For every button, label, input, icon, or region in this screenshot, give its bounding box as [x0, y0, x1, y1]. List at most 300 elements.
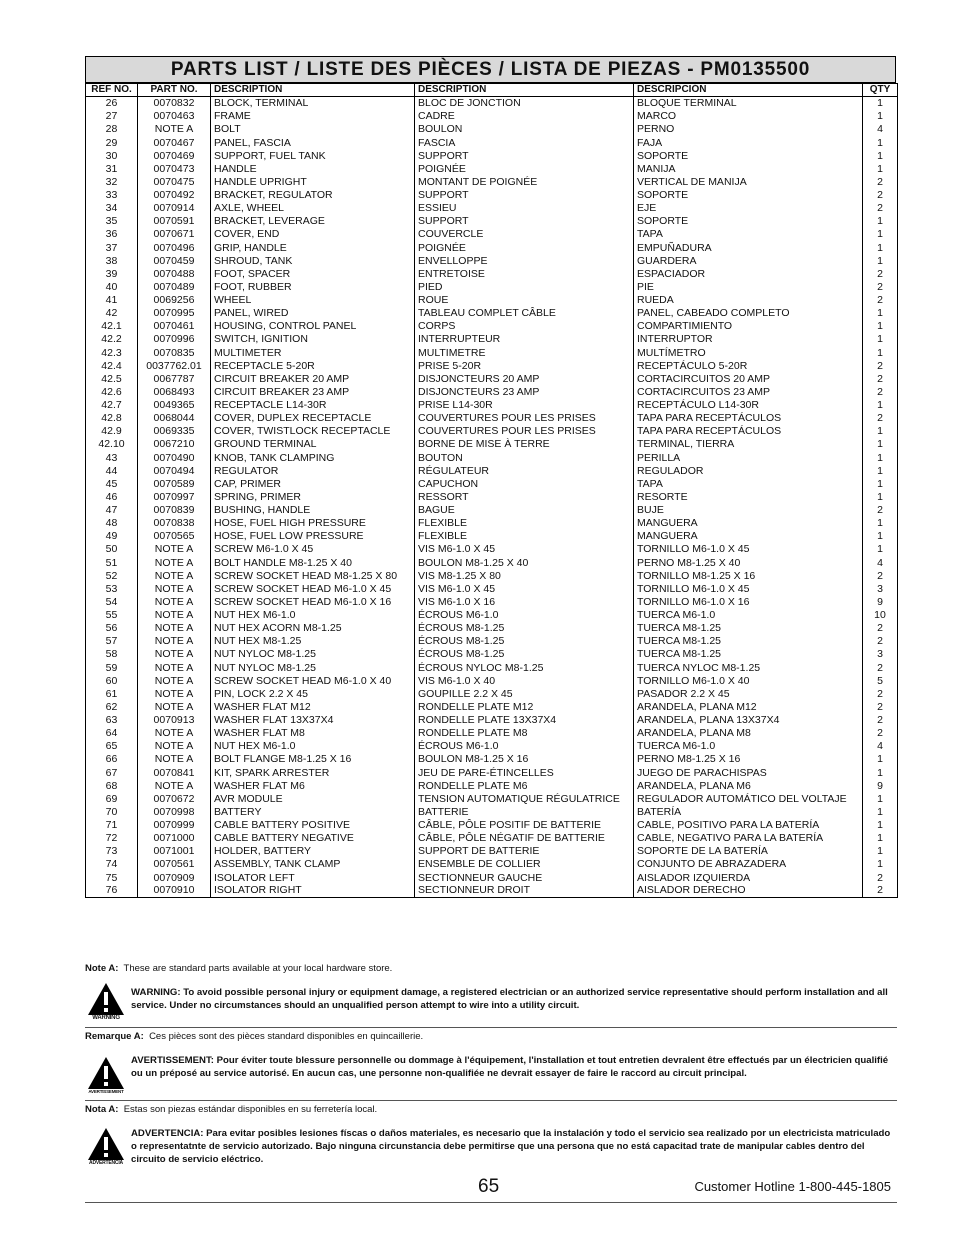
- table-row: [86, 189, 898, 202]
- cell-description-fr: FLEXIBLE: [415, 517, 634, 530]
- cell-description-es: TAPA PARA RECEPTÁCULOS: [634, 412, 863, 425]
- cell-part-no: 0070835: [138, 346, 211, 359]
- cell-ref-no: 34: [86, 202, 138, 215]
- table-row: [86, 582, 898, 595]
- table-row: [86, 595, 898, 608]
- cell-part-no: 0070494: [138, 464, 211, 477]
- cell-part-no: 0070489: [138, 280, 211, 293]
- cell-qty: 2: [863, 280, 898, 293]
- cell-description-es: SOPORTE: [634, 189, 863, 202]
- cell-description-en: WASHER FLAT M6: [211, 779, 415, 792]
- cell-ref-no: 54: [86, 595, 138, 608]
- cell-part-no: 0070909: [138, 871, 211, 884]
- cell-description-en: PANEL, WIRED: [211, 307, 415, 320]
- cell-description-fr: ÉCROUS M8-1.25: [415, 635, 634, 648]
- cell-description-en: HOLDER, BATTERY: [211, 845, 415, 858]
- cell-ref-no: 28: [86, 123, 138, 136]
- cell-qty: 1: [863, 517, 898, 530]
- table-row: [86, 700, 898, 713]
- cell-ref-no: 57: [86, 635, 138, 648]
- table-row: [86, 320, 898, 333]
- cell-description-en: SUPPORT, FUEL TANK: [211, 149, 415, 162]
- cell-ref-no: 41: [86, 294, 138, 307]
- cell-qty: 1: [863, 819, 898, 832]
- cell-qty: 2: [863, 372, 898, 385]
- cell-ref-no: 50: [86, 543, 138, 556]
- cell-ref-no: 44: [86, 464, 138, 477]
- cell-qty: 2: [863, 884, 898, 897]
- cell-qty: 4: [863, 740, 898, 753]
- cell-ref-no: 42.10: [86, 438, 138, 451]
- cell-description-fr: VIS M6-1.0 X 45: [415, 582, 634, 595]
- cell-qty: 1: [863, 346, 898, 359]
- cell-description-es: RUEDA: [634, 294, 863, 307]
- cell-ref-no: 36: [86, 228, 138, 241]
- cell-part-no: 0070839: [138, 504, 211, 517]
- cell-qty: 1: [863, 438, 898, 451]
- cell-ref-no: 42: [86, 307, 138, 320]
- cell-description-fr: TENSION AUTOMATIQUE RÉGULATRICE: [415, 792, 634, 805]
- cell-qty: 1: [863, 464, 898, 477]
- table-row: [86, 740, 898, 753]
- cell-part-no: 0071001: [138, 845, 211, 858]
- cell-ref-no: 59: [86, 661, 138, 674]
- cell-description-es: COMPARTIMIENTO: [634, 320, 863, 333]
- cell-description-en: BUSHING, HANDLE: [211, 504, 415, 517]
- cell-description-fr: CÂBLE, PÔLE NÉGATIF DE BATTERIE: [415, 832, 634, 845]
- cell-ref-no: 26: [86, 97, 138, 110]
- cell-description-fr: VIS M6-1.0 X 16: [415, 595, 634, 608]
- cell-description-fr: COUVERTURES POUR LES PRISES: [415, 425, 634, 438]
- cell-description-en: WASHER FLAT 13X37X4: [211, 714, 415, 727]
- warning-icon-caption: WARNING: [92, 1015, 120, 1021]
- cell-part-no: 0070591: [138, 215, 211, 228]
- cell-part-no: NOTE A: [138, 740, 211, 753]
- cell-part-no: 0070671: [138, 228, 211, 241]
- cell-description-es: TUERCA M8-1.25: [634, 622, 863, 635]
- table-row: [86, 267, 898, 280]
- cell-description-es: CORTACIRCUITOS 23 AMP: [634, 385, 863, 398]
- cell-description-es: TAPA: [634, 228, 863, 241]
- cell-description-en: KNOB, TANK CLAMPING: [211, 451, 415, 464]
- cell-description-fr: RONDELLE PLATE M12: [415, 700, 634, 713]
- page-title: PARTS LIST / LISTE DES PIÈCES / LISTA DE PIEZAS - PM0135500: [85, 56, 896, 83]
- cell-qty: 2: [863, 202, 898, 215]
- cell-description-en: BLOCK, TERMINAL: [211, 97, 415, 110]
- cell-description-es: AISLADOR IZQUIERDA: [634, 871, 863, 884]
- cell-qty: 3: [863, 648, 898, 661]
- warning-icon: [85, 1056, 127, 1094]
- table-row: [86, 504, 898, 517]
- cell-ref-no: 37: [86, 241, 138, 254]
- warning-block-en: [85, 982, 897, 1021]
- cell-description-fr: INTERRUPTEUR: [415, 333, 634, 346]
- cell-description-es: TUERCA M8-1.25: [634, 648, 863, 661]
- cell-qty: 2: [863, 175, 898, 188]
- cell-description-en: CABLE BATTERY POSITIVE: [211, 819, 415, 832]
- cell-description-es: MULTÍMETRO: [634, 346, 863, 359]
- cell-description-en: BRACKET, LEVERAGE: [211, 215, 415, 228]
- cell-qty: 1: [863, 792, 898, 805]
- cell-part-no: NOTE A: [138, 556, 211, 569]
- cell-part-no: 0070841: [138, 766, 211, 779]
- header-part-no: PART NO.: [138, 84, 211, 97]
- cell-description-fr: POIGNÉE: [415, 162, 634, 175]
- warning-block-es: [85, 1123, 897, 1166]
- table-row: [86, 635, 898, 648]
- table-row: [86, 884, 898, 897]
- cell-ref-no: 35: [86, 215, 138, 228]
- cell-description-es: TORNILLO M6-1.0 X 16: [634, 595, 863, 608]
- cell-description-fr: RÉGULATEUR: [415, 464, 634, 477]
- note-label: Nota A:: [85, 1104, 119, 1115]
- cell-part-no: 0070999: [138, 819, 211, 832]
- cell-qty: 1: [863, 136, 898, 149]
- cell-description-en: ISOLATOR LEFT: [211, 871, 415, 884]
- cell-description-fr: ÉCROUS M8-1.25: [415, 622, 634, 635]
- table-row: [86, 294, 898, 307]
- cell-description-en: SPRING, PRIMER: [211, 490, 415, 503]
- cell-description-fr: SUPPORT DE BATTERIE: [415, 845, 634, 858]
- cell-ref-no: 66: [86, 753, 138, 766]
- table-row: [86, 425, 898, 438]
- cell-description-fr: SECTIONNEUR DROIT: [415, 884, 634, 897]
- cell-description-en: FRAME: [211, 110, 415, 123]
- table-row: [86, 543, 898, 556]
- warning-text: AVERTISSEMENT: Pour éviter toute blessure personnelle ou dommage à l'équipement, l'installation et tout entretien devralent être effectués par un électricien qualifié ou un préposé au service autorisé. En aucun cas, une personne non-qualifiée ne devrait essayer de faire le raccord au circuit principal.: [131, 1055, 889, 1079]
- cell-description-es: TORNILLO M6-1.0 X 45: [634, 582, 863, 595]
- table-row: [86, 477, 898, 490]
- cell-qty: 2: [863, 412, 898, 425]
- warning-icon: [85, 982, 127, 1021]
- cell-description-en: NUT HEX M6-1.0: [211, 609, 415, 622]
- cell-description-es: BUJE: [634, 504, 863, 517]
- cell-description-fr: DISJONCTEURS 23 AMP: [415, 385, 634, 398]
- table-row: [86, 556, 898, 569]
- cell-description-es: REGULADOR: [634, 464, 863, 477]
- table-row: [86, 819, 898, 832]
- cell-description-fr: VIS M6-1.0 X 40: [415, 674, 634, 687]
- table-row: [86, 215, 898, 228]
- cell-qty: 1: [863, 805, 898, 818]
- table-row: [86, 779, 898, 792]
- cell-description-es: SOPORTE: [634, 149, 863, 162]
- cell-part-no: 0070996: [138, 333, 211, 346]
- cell-description-es: ARANDELA, PLANA M8: [634, 727, 863, 740]
- cell-ref-no: 42.7: [86, 399, 138, 412]
- cell-qty: 1: [863, 333, 898, 346]
- table-row: [86, 832, 898, 845]
- cell-ref-no: 71: [86, 819, 138, 832]
- cell-ref-no: 39: [86, 267, 138, 280]
- table-row: [86, 438, 898, 451]
- cell-description-en: SWITCH, IGNITION: [211, 333, 415, 346]
- warning-text: WARNING: To avoid possible personal injury or equipment damage, a registered electrician or an authorized service representative should perform installation and all service. Under no circumstances should an unqualified person attempt to wire into a utility circuit.: [131, 987, 888, 1011]
- cell-description-es: ARANDELA, PLANA M12: [634, 700, 863, 713]
- cell-part-no: NOTE A: [138, 582, 211, 595]
- cell-part-no: 0068493: [138, 385, 211, 398]
- cell-qty: 2: [863, 504, 898, 517]
- cell-qty: 1: [863, 832, 898, 845]
- table-row: [86, 385, 898, 398]
- cell-ref-no: 69: [86, 792, 138, 805]
- cell-description-en: SHROUD, TANK: [211, 254, 415, 267]
- cell-qty: 2: [863, 635, 898, 648]
- cell-description-en: KIT, SPARK ARRESTER: [211, 766, 415, 779]
- cell-qty: 2: [863, 622, 898, 635]
- cell-description-en: COVER, DUPLEX RECEPTACLE: [211, 412, 415, 425]
- cell-ref-no: 42.9: [86, 425, 138, 438]
- table-row: [86, 346, 898, 359]
- cell-qty: 1: [863, 162, 898, 175]
- cell-ref-no: 65: [86, 740, 138, 753]
- cell-description-es: RECEPTÁCULO 5-20R: [634, 359, 863, 372]
- cell-ref-no: 49: [86, 530, 138, 543]
- parts-table: [85, 83, 898, 898]
- cell-part-no: 0070469: [138, 149, 211, 162]
- page-footer: [85, 1172, 897, 1203]
- cell-ref-no: 56: [86, 622, 138, 635]
- table-row: [86, 241, 898, 254]
- note-es: [85, 1103, 897, 1117]
- cell-ref-no: 42.6: [86, 385, 138, 398]
- cell-description-en: CIRCUIT BREAKER 20 AMP: [211, 372, 415, 385]
- cell-part-no: 0070672: [138, 792, 211, 805]
- cell-description-en: HANDLE UPRIGHT: [211, 175, 415, 188]
- cell-description-fr: ENSEMBLE DE COLLIER: [415, 858, 634, 871]
- cell-description-es: MANGUERA: [634, 530, 863, 543]
- cell-description-fr: JEU DE PARE-ÉTINCELLES: [415, 766, 634, 779]
- cell-qty: 1: [863, 766, 898, 779]
- table-row: [86, 622, 898, 635]
- cell-description-en: RECEPTACLE L14-30R: [211, 399, 415, 412]
- cell-description-en: BOLT FLANGE M8-1.25 X 16: [211, 753, 415, 766]
- cell-description-en: HANDLE: [211, 162, 415, 175]
- table-row: [86, 517, 898, 530]
- table-row: [86, 372, 898, 385]
- cell-description-fr: ESSIEU: [415, 202, 634, 215]
- table-row: [86, 792, 898, 805]
- cell-ref-no: 74: [86, 858, 138, 871]
- cell-qty: 9: [863, 595, 898, 608]
- cell-part-no: NOTE A: [138, 569, 211, 582]
- cell-ref-no: 58: [86, 648, 138, 661]
- cell-description-es: REGULADOR AUTOMÁTICO DEL VOLTAJE: [634, 792, 863, 805]
- cell-description-en: BOLT HANDLE M8-1.25 X 40: [211, 556, 415, 569]
- cell-description-es: BLOQUE TERMINAL: [634, 97, 863, 110]
- cell-ref-no: 46: [86, 490, 138, 503]
- cell-part-no: 0069256: [138, 294, 211, 307]
- table-row: [86, 609, 898, 622]
- cell-description-es: MANGUERA: [634, 517, 863, 530]
- page-number: 65: [478, 1176, 500, 1197]
- table-row: [86, 399, 898, 412]
- warning-block-fr: [85, 1050, 897, 1094]
- cell-ref-no: 75: [86, 871, 138, 884]
- cell-ref-no: 70: [86, 805, 138, 818]
- cell-qty: 4: [863, 123, 898, 136]
- cell-description-fr: COUVERTURES POUR LES PRISES: [415, 412, 634, 425]
- cell-description-en: PANEL, FASCIA: [211, 136, 415, 149]
- cell-ref-no: 67: [86, 766, 138, 779]
- cell-description-en: CABLE BATTERY NEGATIVE: [211, 832, 415, 845]
- cell-description-es: VERTICAL DE MANIJA: [634, 175, 863, 188]
- note-text: These are standard parts available at your local hardware store.: [123, 963, 393, 974]
- note-fr: [85, 1030, 897, 1044]
- cell-qty: 1: [863, 215, 898, 228]
- cell-qty: 3: [863, 582, 898, 595]
- warning-icon-caption: AVERTISSEMENT: [88, 1089, 124, 1094]
- cell-ref-no: 29: [86, 136, 138, 149]
- header-description-fr: DESCRIPTION: [415, 84, 634, 97]
- warning-icon: [85, 1127, 127, 1166]
- cell-description-fr: COUVERCLE: [415, 228, 634, 241]
- cell-description-es: BATERÍA: [634, 805, 863, 818]
- table-row: [86, 661, 898, 674]
- cell-ref-no: 47: [86, 504, 138, 517]
- cell-description-en: NUT NYLOC M8-1.25: [211, 648, 415, 661]
- cell-description-en: BATTERY: [211, 805, 415, 818]
- cell-ref-no: 42.4: [86, 359, 138, 372]
- cell-qty: 4: [863, 556, 898, 569]
- cell-description-es: MANIJA: [634, 162, 863, 175]
- cell-description-es: AISLADOR DERECHO: [634, 884, 863, 897]
- table-row: [86, 175, 898, 188]
- cell-ref-no: 45: [86, 477, 138, 490]
- table-row: [86, 727, 898, 740]
- cell-qty: 2: [863, 359, 898, 372]
- cell-description-fr: VIS M6-1.0 X 45: [415, 543, 634, 556]
- table-row: [86, 569, 898, 582]
- cell-description-fr: DISJONCTEURS 20 AMP: [415, 372, 634, 385]
- cell-description-fr: FASCIA: [415, 136, 634, 149]
- parts-table-body: [86, 97, 898, 898]
- cell-ref-no: 31: [86, 162, 138, 175]
- cell-qty: 1: [863, 228, 898, 241]
- cell-description-fr: SUPPORT: [415, 149, 634, 162]
- cell-description-fr: PRISE L14-30R: [415, 399, 634, 412]
- cell-qty: 5: [863, 674, 898, 687]
- table-row: [86, 162, 898, 175]
- cell-qty: 2: [863, 385, 898, 398]
- cell-part-no: NOTE A: [138, 622, 211, 635]
- cell-description-es: TUERCA NYLOC M8-1.25: [634, 661, 863, 674]
- cell-part-no: 0067787: [138, 372, 211, 385]
- cell-description-en: FOOT, RUBBER: [211, 280, 415, 293]
- cell-description-es: RESORTE: [634, 490, 863, 503]
- cell-description-es: TAPA PARA RECEPTÁCULOS: [634, 425, 863, 438]
- table-row: [86, 123, 898, 136]
- cell-description-fr: CAPUCHON: [415, 477, 634, 490]
- cell-ref-no: 72: [86, 832, 138, 845]
- cell-ref-no: 76: [86, 884, 138, 897]
- cell-description-en: NUT HEX M8-1.25: [211, 635, 415, 648]
- cell-qty: 2: [863, 714, 898, 727]
- cell-ref-no: 55: [86, 609, 138, 622]
- cell-description-es: TERMINAL, TIERRA: [634, 438, 863, 451]
- cell-description-en: SCREW SOCKET HEAD M6-1.0 X 40: [211, 674, 415, 687]
- cell-part-no: NOTE A: [138, 648, 211, 661]
- cell-qty: 1: [863, 425, 898, 438]
- cell-part-no: 0070910: [138, 884, 211, 897]
- table-row: [86, 490, 898, 503]
- cell-part-no: NOTE A: [138, 727, 211, 740]
- cell-description-fr: ÉCROUS NYLOC M8-1.25: [415, 661, 634, 674]
- cell-description-en: WASHER FLAT M12: [211, 700, 415, 713]
- cell-ref-no: 42.5: [86, 372, 138, 385]
- cell-qty: 2: [863, 189, 898, 202]
- table-row: [86, 858, 898, 871]
- cell-description-es: PERILLA: [634, 451, 863, 464]
- cell-ref-no: 43: [86, 451, 138, 464]
- cell-part-no: 0070561: [138, 858, 211, 871]
- cell-qty: 2: [863, 661, 898, 674]
- cell-part-no: NOTE A: [138, 123, 211, 136]
- cell-description-en: SCREW M6-1.0 X 45: [211, 543, 415, 556]
- cell-description-fr: BOUTON: [415, 451, 634, 464]
- cell-description-es: EMPUÑADURA: [634, 241, 863, 254]
- cell-part-no: 0070565: [138, 530, 211, 543]
- cell-ref-no: 38: [86, 254, 138, 267]
- cell-description-es: FAJA: [634, 136, 863, 149]
- cell-description-en: GROUND TERMINAL: [211, 438, 415, 451]
- table-row: [86, 307, 898, 320]
- cell-description-fr: RONDELLE PLATE M8: [415, 727, 634, 740]
- cell-part-no: 0070492: [138, 189, 211, 202]
- cell-description-fr: GOUPILLE 2.2 X 45: [415, 687, 634, 700]
- cell-description-es: TUERCA M6-1.0: [634, 740, 863, 753]
- table-row: [86, 648, 898, 661]
- table-row: [86, 714, 898, 727]
- cell-description-fr: BATTERIE: [415, 805, 634, 818]
- table-row: [86, 280, 898, 293]
- cell-description-es: MARCO: [634, 110, 863, 123]
- cell-qty: 1: [863, 530, 898, 543]
- cell-qty: 1: [863, 858, 898, 871]
- cell-description-fr: TABLEAU COMPLET CÂBLE: [415, 307, 634, 320]
- note-en: [85, 962, 897, 976]
- cell-description-en: FOOT, SPACER: [211, 267, 415, 280]
- cell-part-no: NOTE A: [138, 543, 211, 556]
- cell-ref-no: 73: [86, 845, 138, 858]
- cell-part-no: 0069335: [138, 425, 211, 438]
- table-row: [86, 687, 898, 700]
- cell-description-en: COVER, TWISTLOCK RECEPTACLE: [211, 425, 415, 438]
- cell-description-es: EJE: [634, 202, 863, 215]
- divider: [85, 1100, 897, 1101]
- cell-ref-no: 60: [86, 674, 138, 687]
- cell-description-fr: PRISE 5-20R: [415, 359, 634, 372]
- cell-part-no: 0070461: [138, 320, 211, 333]
- table-row: [86, 753, 898, 766]
- cell-part-no: 0070496: [138, 241, 211, 254]
- cell-description-es: SOPORTE: [634, 215, 863, 228]
- cell-description-fr: ROUE: [415, 294, 634, 307]
- cell-description-es: ARANDELA, PLANA M6: [634, 779, 863, 792]
- cell-description-en: ISOLATOR RIGHT: [211, 884, 415, 897]
- table-row: [86, 451, 898, 464]
- cell-qty: 1: [863, 477, 898, 490]
- cell-ref-no: 64: [86, 727, 138, 740]
- cell-part-no: NOTE A: [138, 595, 211, 608]
- cell-qty: 1: [863, 149, 898, 162]
- cell-description-es: PERNO: [634, 123, 863, 136]
- cell-description-es: INTERRUPTOR: [634, 333, 863, 346]
- cell-qty: 2: [863, 727, 898, 740]
- note-label: Remarque A:: [85, 1031, 144, 1042]
- cell-description-en: BRACKET, REGULATOR: [211, 189, 415, 202]
- cell-ref-no: 42.3: [86, 346, 138, 359]
